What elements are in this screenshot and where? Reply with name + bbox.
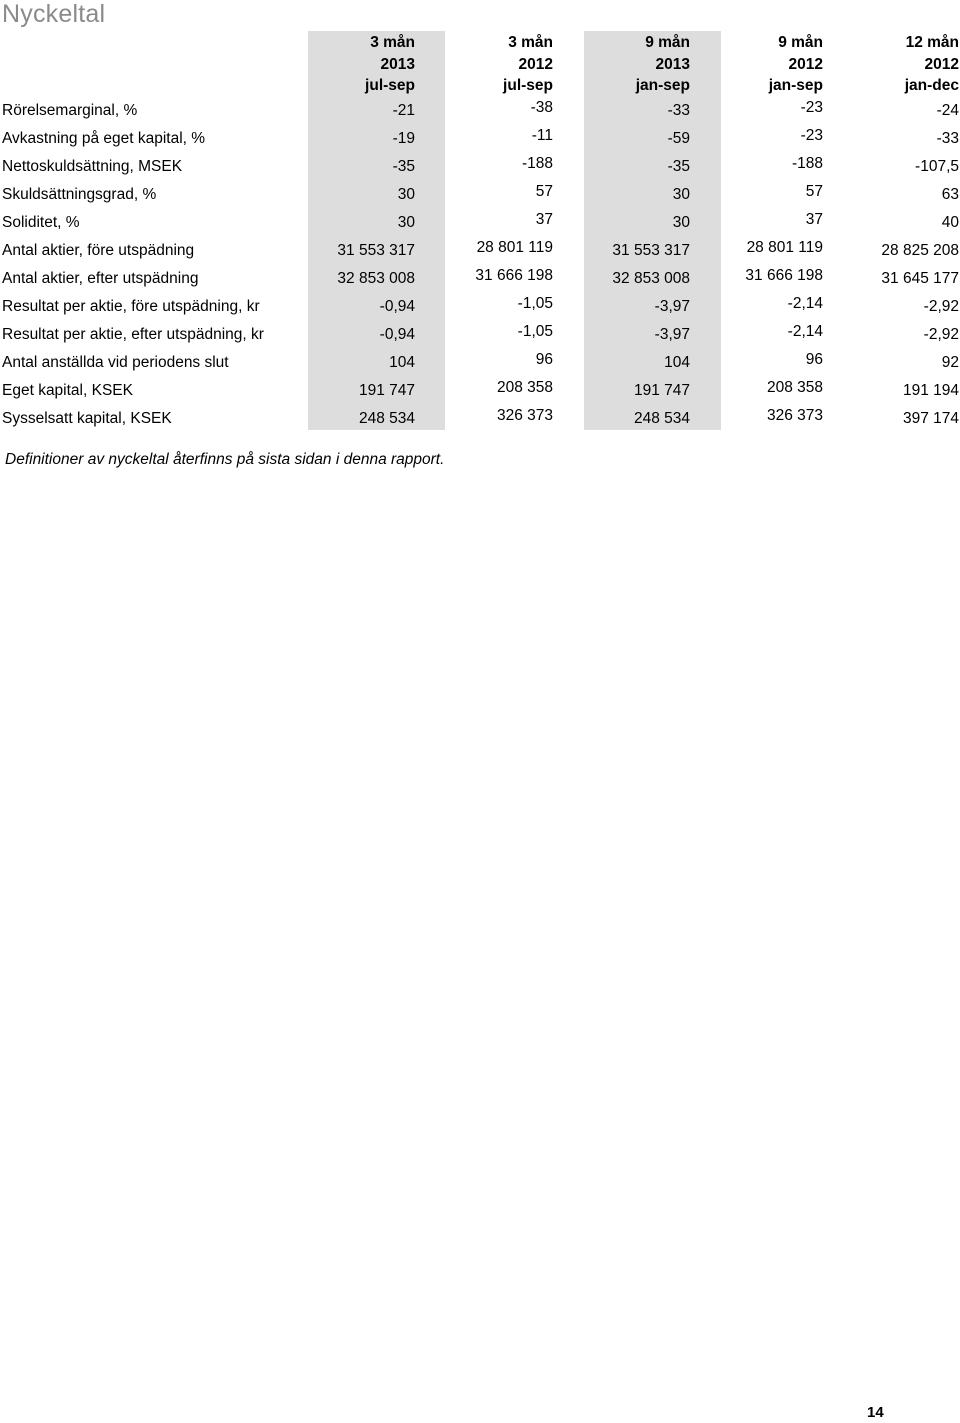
table-cell: 31 553 317 bbox=[337, 242, 415, 259]
table-row bbox=[0, 125, 960, 153]
table-row bbox=[0, 349, 960, 377]
row-label: Antal aktier, efter utspädning bbox=[2, 270, 199, 287]
column-header-year: 2013 bbox=[380, 55, 415, 73]
table-cell: -11 bbox=[531, 127, 553, 144]
table-cell: -3,97 bbox=[654, 298, 690, 315]
table-cell: 397 174 bbox=[902, 410, 959, 427]
column-header-period: 3 mån bbox=[508, 34, 553, 51]
table-cell: -2,92 bbox=[923, 298, 959, 315]
table-row bbox=[0, 97, 960, 125]
column-header-period: 3 mån bbox=[370, 34, 415, 51]
table-cell: 248 534 bbox=[633, 410, 690, 427]
table-cell: -188 bbox=[521, 155, 553, 172]
table-cell: -3,97 bbox=[654, 326, 690, 343]
table-cell: 208 358 bbox=[766, 379, 823, 396]
table-cell: -35 bbox=[392, 158, 415, 175]
table-cell: 30 bbox=[672, 186, 690, 203]
table-cell: 28 801 119 bbox=[476, 239, 553, 256]
table-row bbox=[0, 209, 960, 237]
table-row bbox=[0, 377, 960, 405]
table-cell: -19 bbox=[392, 130, 415, 147]
table-cell: -21 bbox=[392, 102, 415, 119]
table-cell: -23 bbox=[800, 99, 823, 116]
table-cell: -35 bbox=[667, 158, 690, 175]
table-cell: -107,5 bbox=[915, 158, 959, 175]
column-header bbox=[285, 31, 415, 99]
table-cell: 191 194 bbox=[902, 382, 959, 399]
column-header-period: 12 mån bbox=[905, 34, 959, 51]
table-cell: 30 bbox=[672, 214, 690, 231]
table-cell: 28 801 119 bbox=[746, 239, 823, 256]
table-cell: -24 bbox=[936, 102, 959, 119]
column-header-year: 2013 bbox=[655, 55, 690, 73]
row-label: Antal aktier, före utspädning bbox=[2, 242, 195, 259]
table-cell: 31 666 198 bbox=[475, 267, 553, 284]
row-label: Sysselsatt kapital, KSEK bbox=[2, 410, 172, 427]
column-header-year: 2012 bbox=[788, 55, 823, 73]
table-cell: 96 bbox=[805, 351, 823, 368]
table-cell: -33 bbox=[667, 102, 690, 119]
page-number: 14 bbox=[867, 1404, 884, 1421]
column-header bbox=[829, 31, 959, 99]
table-row bbox=[0, 153, 960, 181]
column-header bbox=[423, 31, 553, 99]
row-label: Resultat per aktie, efter utspädning, kr bbox=[2, 326, 264, 343]
row-label: Rörelsemarginal, % bbox=[2, 102, 138, 119]
column-header-months: jan-sep bbox=[768, 77, 823, 94]
table-row bbox=[0, 405, 960, 433]
column-header-period: 9 mån bbox=[778, 34, 823, 51]
table-cell: 40 bbox=[941, 214, 959, 231]
table-cell: -1,05 bbox=[517, 323, 553, 340]
table-cell: 96 bbox=[535, 351, 553, 368]
table-cell: 92 bbox=[941, 354, 959, 371]
table-cell: -2,14 bbox=[787, 295, 823, 312]
column-header-months: jan-sep bbox=[635, 77, 690, 94]
row-label: Eget kapital, KSEK bbox=[2, 382, 133, 399]
column-header-period: 9 mån bbox=[645, 34, 690, 51]
table-row bbox=[0, 293, 960, 321]
footnote: Definitioner av nyckeltal återfinns på sista sidan i denna rapport. bbox=[5, 451, 445, 468]
table-cell: 191 747 bbox=[358, 382, 415, 399]
table-cell: 32 853 008 bbox=[337, 270, 415, 287]
table-cell: -33 bbox=[936, 130, 959, 147]
table-cell: 30 bbox=[397, 186, 415, 203]
table-cell: -2,14 bbox=[787, 323, 823, 340]
table-row bbox=[0, 321, 960, 349]
column-header bbox=[693, 31, 823, 99]
table-cell: 31 553 317 bbox=[612, 242, 690, 259]
page-title: Nyckeltal bbox=[2, 0, 106, 28]
table-cell: 28 825 208 bbox=[881, 242, 959, 259]
table-cell: 208 358 bbox=[496, 379, 553, 396]
table-row bbox=[0, 181, 960, 209]
row-label: Nettoskuldsättning, MSEK bbox=[2, 158, 183, 175]
row-label: Avkastning på eget kapital, % bbox=[2, 130, 206, 147]
table-cell: -188 bbox=[791, 155, 823, 172]
table-cell: 248 534 bbox=[358, 410, 415, 427]
table-cell: 57 bbox=[535, 183, 553, 200]
column-header-year: 2012 bbox=[518, 55, 553, 73]
table-cell: -0,94 bbox=[379, 326, 415, 343]
row-label: Soliditet, % bbox=[2, 214, 80, 231]
table-cell: 31 645 177 bbox=[881, 270, 959, 287]
row-label: Resultat per aktie, före utspädning, kr bbox=[2, 298, 260, 315]
table-cell: 32 853 008 bbox=[612, 270, 690, 287]
table-cell: 326 373 bbox=[766, 407, 823, 424]
table-cell: 191 747 bbox=[633, 382, 690, 399]
table-cell: 37 bbox=[535, 211, 553, 228]
table-row bbox=[0, 237, 960, 265]
table-cell: 63 bbox=[941, 186, 959, 203]
row-label: Skuldsättningsgrad, % bbox=[2, 186, 157, 203]
column-header-months: jul-sep bbox=[365, 77, 415, 94]
table-cell: -38 bbox=[530, 99, 553, 116]
column-header bbox=[560, 31, 690, 99]
table-cell: -59 bbox=[667, 130, 690, 147]
table-row bbox=[0, 265, 960, 293]
table-cell: 326 373 bbox=[496, 407, 553, 424]
table-cell: 37 bbox=[805, 211, 823, 228]
table-cell: 57 bbox=[805, 183, 823, 200]
column-header-months: jan-dec bbox=[904, 77, 959, 94]
row-label: Antal anställda vid periodens slut bbox=[2, 354, 229, 371]
table-cell: -0,94 bbox=[379, 298, 415, 315]
column-header-year: 2012 bbox=[924, 55, 959, 73]
table-cell: -1,05 bbox=[517, 295, 553, 312]
table-cell: -23 bbox=[800, 127, 823, 144]
table-cell: 30 bbox=[397, 214, 415, 231]
column-header-months: jul-sep bbox=[503, 77, 553, 94]
table-cell: -2,92 bbox=[923, 326, 959, 343]
table-cell: 104 bbox=[389, 354, 415, 371]
table-cell: 104 bbox=[664, 354, 690, 371]
table-cell: 31 666 198 bbox=[745, 267, 823, 284]
